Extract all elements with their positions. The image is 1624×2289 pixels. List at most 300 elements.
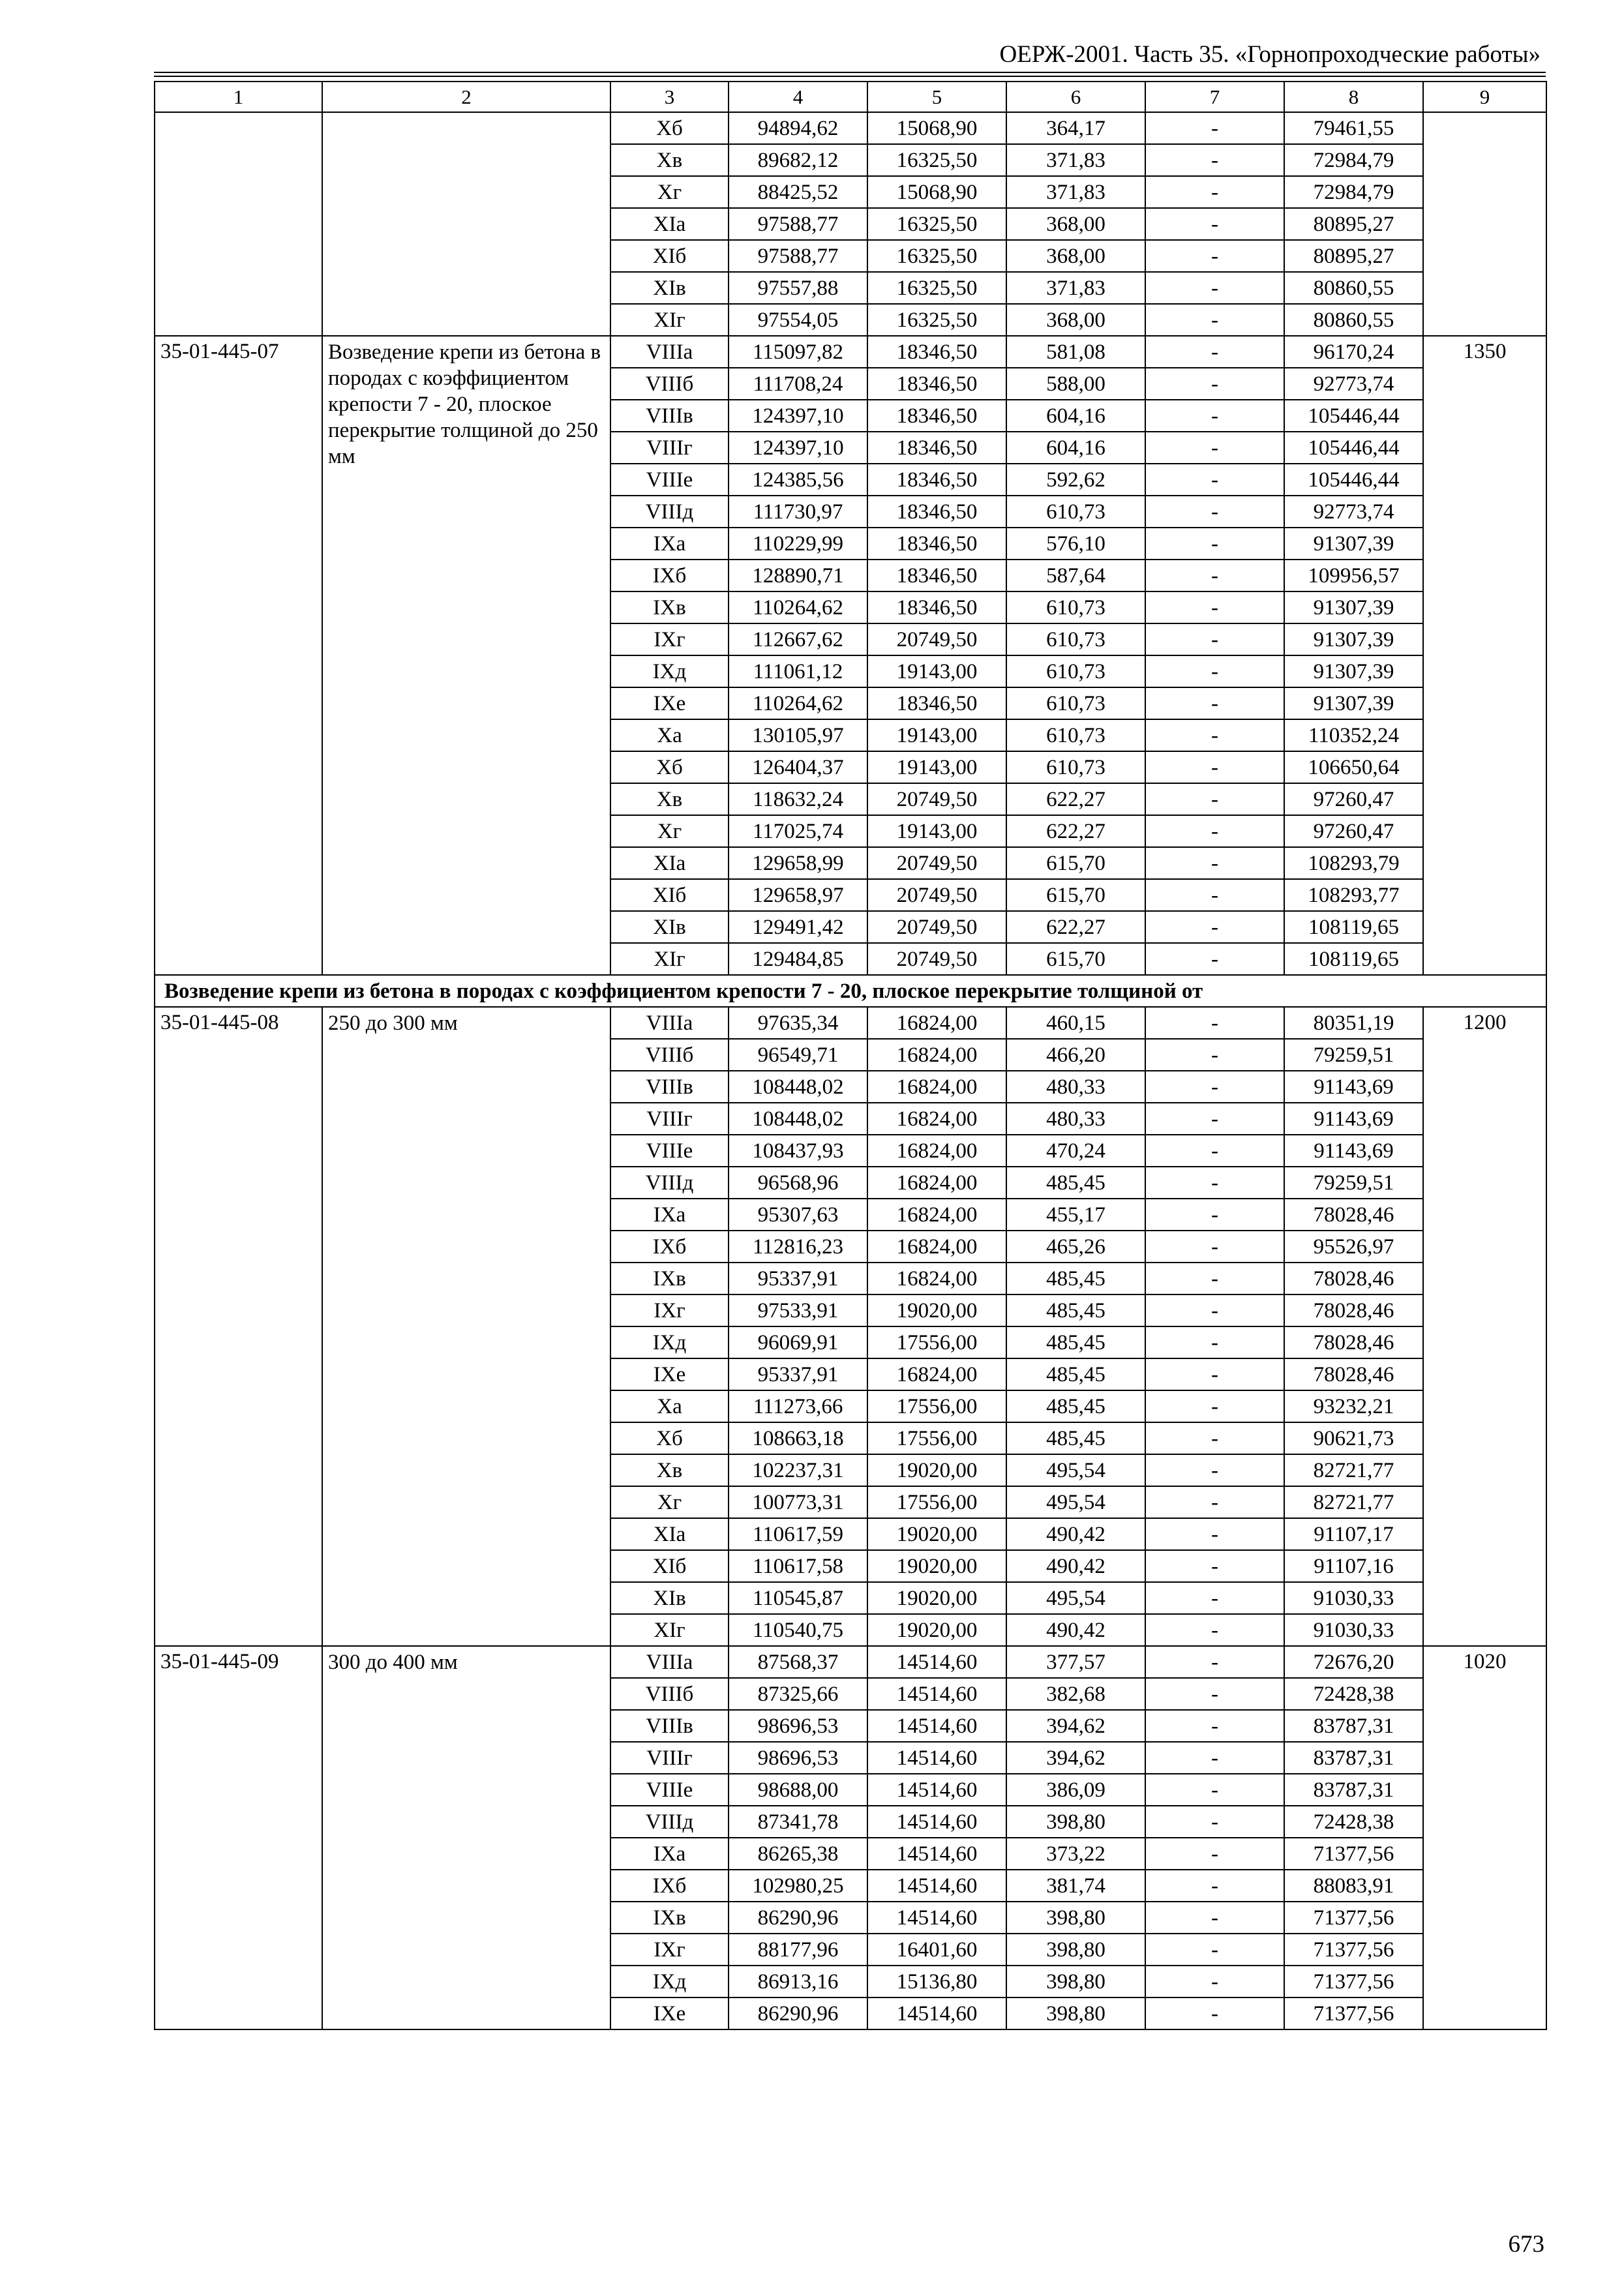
- value-cell: 460,15: [1006, 1007, 1145, 1039]
- value-cell: 14514,60: [867, 1678, 1006, 1710]
- value-cell: 108293,77: [1284, 879, 1423, 911]
- value-cell: 78028,46: [1284, 1358, 1423, 1390]
- value-cell: 109956,57: [1284, 560, 1423, 591]
- value-cell: 398,80: [1006, 1934, 1145, 1966]
- value-cell: 93232,21: [1284, 1390, 1423, 1422]
- value-cell: 495,54: [1006, 1454, 1145, 1486]
- value-cell: 18346,50: [867, 400, 1006, 432]
- value-cell: 96170,24: [1284, 336, 1423, 368]
- dash-cell: -: [1145, 1550, 1284, 1582]
- value-cell: 604,16: [1006, 432, 1145, 464]
- value-cell: 102237,31: [729, 1454, 867, 1486]
- dash-cell: -: [1145, 1710, 1284, 1742]
- category-cell: IXв: [610, 1902, 729, 1934]
- dash-cell: -: [1145, 464, 1284, 496]
- value-cell: 381,74: [1006, 1870, 1145, 1902]
- description-cell: 250 до 300 мм: [322, 1007, 610, 1646]
- value-cell: 129658,97: [729, 879, 867, 911]
- value-cell: 14514,60: [867, 1870, 1006, 1902]
- dash-cell: -: [1145, 528, 1284, 560]
- value-cell: 71377,56: [1284, 1902, 1423, 1934]
- value-cell: 485,45: [1006, 1390, 1145, 1422]
- value-cell: 19020,00: [867, 1294, 1006, 1326]
- category-cell: VIIIе: [610, 1135, 729, 1167]
- value-cell: 78028,46: [1284, 1199, 1423, 1231]
- dash-cell: -: [1145, 1294, 1284, 1326]
- category-cell: VIIIа: [610, 1007, 729, 1039]
- dash-cell: -: [1145, 751, 1284, 783]
- value-cell: 604,16: [1006, 400, 1145, 432]
- value-cell: 466,20: [1006, 1039, 1145, 1071]
- dash-cell: -: [1145, 783, 1284, 815]
- value-cell: 97554,05: [729, 304, 867, 336]
- value-cell: 16824,00: [867, 1007, 1006, 1039]
- column-number-cell: 1: [155, 82, 322, 112]
- value-cell: 80860,55: [1284, 272, 1423, 304]
- value-cell: 14514,60: [867, 1997, 1006, 2029]
- value-cell: 91030,33: [1284, 1582, 1423, 1614]
- value-cell: 97588,77: [729, 240, 867, 272]
- value-cell: 87325,66: [729, 1678, 867, 1710]
- section-title: Возведение крепи из бетона в породах с коэффициентом крепости 7 - 20, плоское перекрытие толщиной от: [155, 975, 1546, 1007]
- category-cell: XIг: [610, 943, 729, 975]
- value-cell: 108119,65: [1284, 943, 1423, 975]
- value-cell: 18346,50: [867, 464, 1006, 496]
- value-cell: 581,08: [1006, 336, 1145, 368]
- dash-cell: -: [1145, 176, 1284, 208]
- code-cell: [155, 112, 322, 336]
- value-cell: 16824,00: [867, 1071, 1006, 1103]
- value-cell: 19020,00: [867, 1454, 1006, 1486]
- dash-cell: -: [1145, 1071, 1284, 1103]
- value-cell: 91107,17: [1284, 1518, 1423, 1550]
- page-header: [154, 35, 1546, 78]
- value-cell: 368,00: [1006, 240, 1145, 272]
- value-cell: 615,70: [1006, 879, 1145, 911]
- dash-cell: -: [1145, 272, 1284, 304]
- value-cell: 19020,00: [867, 1614, 1006, 1646]
- value-cell: 111730,97: [729, 496, 867, 528]
- value-cell: 14514,60: [867, 1774, 1006, 1806]
- value-cell: 111708,24: [729, 368, 867, 400]
- category-cell: IXд: [610, 1326, 729, 1358]
- value-cell: 622,27: [1006, 911, 1145, 943]
- dash-cell: -: [1145, 1103, 1284, 1135]
- dash-cell: -: [1145, 336, 1284, 368]
- value-cell: 576,10: [1006, 528, 1145, 560]
- category-cell: XIб: [610, 240, 729, 272]
- value-cell: 91307,39: [1284, 591, 1423, 623]
- value-cell: 14514,60: [867, 1710, 1006, 1742]
- value-cell: 97635,34: [729, 1007, 867, 1039]
- value-cell: 110264,62: [729, 591, 867, 623]
- category-cell: Xа: [610, 719, 729, 751]
- category-cell: VIIIб: [610, 1039, 729, 1071]
- dash-cell: -: [1145, 1902, 1284, 1934]
- category-cell: XIв: [610, 911, 729, 943]
- value-cell: 128890,71: [729, 560, 867, 591]
- category-cell: IXе: [610, 1997, 729, 2029]
- value-cell: 371,83: [1006, 144, 1145, 176]
- value-cell: 80860,55: [1284, 304, 1423, 336]
- document-title: ОЕРЖ-2001. Часть 35. «Горнопроходческие работы»: [999, 41, 1541, 68]
- description-cell: Возведение крепи из бетона в породах с коэффициентом крепости 7 - 20, плоское перекрытие толщиной до 250 мм: [322, 336, 610, 975]
- norm-cell: [1423, 112, 1546, 336]
- value-cell: 95337,91: [729, 1263, 867, 1294]
- value-cell: 80351,19: [1284, 1007, 1423, 1039]
- dash-cell: -: [1145, 623, 1284, 655]
- category-cell: Xа: [610, 1390, 729, 1422]
- dash-cell: -: [1145, 1614, 1284, 1646]
- value-cell: 615,70: [1006, 943, 1145, 975]
- category-cell: IXб: [610, 1870, 729, 1902]
- value-cell: 19020,00: [867, 1518, 1006, 1550]
- value-cell: 490,42: [1006, 1550, 1145, 1582]
- dash-cell: -: [1145, 1870, 1284, 1902]
- value-cell: 124397,10: [729, 400, 867, 432]
- table-row: [155, 1007, 1546, 1039]
- header-rule: [154, 72, 1546, 73]
- category-cell: IXа: [610, 528, 729, 560]
- value-cell: 86290,96: [729, 1997, 867, 2029]
- category-cell: IXг: [610, 623, 729, 655]
- value-cell: 129484,85: [729, 943, 867, 975]
- value-cell: 108119,65: [1284, 911, 1423, 943]
- value-cell: 71377,56: [1284, 1838, 1423, 1870]
- table-row: [155, 1646, 1546, 1678]
- value-cell: 96069,91: [729, 1326, 867, 1358]
- value-cell: 485,45: [1006, 1294, 1145, 1326]
- category-cell: IXе: [610, 687, 729, 719]
- value-cell: 108663,18: [729, 1422, 867, 1454]
- value-cell: 118632,24: [729, 783, 867, 815]
- dash-cell: -: [1145, 304, 1284, 336]
- value-cell: 71377,56: [1284, 1934, 1423, 1966]
- value-cell: 16401,60: [867, 1934, 1006, 1966]
- value-cell: 19143,00: [867, 751, 1006, 783]
- value-cell: 110229,99: [729, 528, 867, 560]
- value-cell: 490,42: [1006, 1614, 1145, 1646]
- value-cell: 495,54: [1006, 1486, 1145, 1518]
- value-cell: 72676,20: [1284, 1646, 1423, 1678]
- value-cell: 72984,79: [1284, 176, 1423, 208]
- value-cell: 115097,82: [729, 336, 867, 368]
- category-cell: IXб: [610, 560, 729, 591]
- value-cell: 97588,77: [729, 208, 867, 240]
- value-cell: 14514,60: [867, 1742, 1006, 1774]
- code-cell: 35-01-445-07: [155, 336, 322, 975]
- dash-cell: -: [1145, 1966, 1284, 1997]
- dash-cell: -: [1145, 496, 1284, 528]
- dash-cell: -: [1145, 208, 1284, 240]
- value-cell: 455,17: [1006, 1199, 1145, 1231]
- value-cell: 95337,91: [729, 1358, 867, 1390]
- dash-cell: -: [1145, 879, 1284, 911]
- value-cell: 373,22: [1006, 1838, 1145, 1870]
- value-cell: 610,73: [1006, 496, 1145, 528]
- value-cell: 20749,50: [867, 847, 1006, 879]
- dash-cell: -: [1145, 400, 1284, 432]
- value-cell: 130105,97: [729, 719, 867, 751]
- dash-cell: -: [1145, 1678, 1284, 1710]
- column-number-cell: 8: [1284, 82, 1423, 112]
- value-cell: 124385,56: [729, 464, 867, 496]
- category-cell: IXе: [610, 1358, 729, 1390]
- value-cell: 110264,62: [729, 687, 867, 719]
- value-cell: 110617,59: [729, 1518, 867, 1550]
- category-cell: VIIIе: [610, 1774, 729, 1806]
- value-cell: 18346,50: [867, 368, 1006, 400]
- value-cell: 592,62: [1006, 464, 1145, 496]
- dash-cell: -: [1145, 144, 1284, 176]
- value-cell: 126404,37: [729, 751, 867, 783]
- value-cell: 20749,50: [867, 943, 1006, 975]
- category-cell: VIIIв: [610, 1710, 729, 1742]
- code-cell: 35-01-445-09: [155, 1646, 322, 2029]
- dash-cell: -: [1145, 1358, 1284, 1390]
- value-cell: 610,73: [1006, 623, 1145, 655]
- category-cell: Xб: [610, 751, 729, 783]
- category-cell: IXв: [610, 1263, 729, 1294]
- dash-cell: -: [1145, 1390, 1284, 1422]
- value-cell: 79259,51: [1284, 1039, 1423, 1071]
- value-cell: 94894,62: [729, 112, 867, 144]
- value-cell: 587,64: [1006, 560, 1145, 591]
- dash-cell: -: [1145, 1422, 1284, 1454]
- value-cell: 78028,46: [1284, 1263, 1423, 1294]
- column-number-cell: 5: [867, 82, 1006, 112]
- value-cell: 622,27: [1006, 783, 1145, 815]
- category-cell: XIв: [610, 272, 729, 304]
- value-cell: 88177,96: [729, 1934, 867, 1966]
- value-cell: 15136,80: [867, 1966, 1006, 1997]
- value-cell: 80895,27: [1284, 240, 1423, 272]
- category-cell: Xг: [610, 1486, 729, 1518]
- value-cell: 16824,00: [867, 1103, 1006, 1135]
- value-cell: 18346,50: [867, 432, 1006, 464]
- category-cell: IXа: [610, 1838, 729, 1870]
- value-cell: 485,45: [1006, 1358, 1145, 1390]
- dash-cell: -: [1145, 1263, 1284, 1294]
- dash-cell: -: [1145, 1518, 1284, 1550]
- value-cell: 79259,51: [1284, 1167, 1423, 1199]
- value-cell: 398,80: [1006, 1997, 1145, 2029]
- value-cell: 102980,25: [729, 1870, 867, 1902]
- value-cell: 97260,47: [1284, 815, 1423, 847]
- value-cell: 588,00: [1006, 368, 1145, 400]
- value-cell: 20749,50: [867, 879, 1006, 911]
- column-number-cell: 9: [1423, 82, 1546, 112]
- value-cell: 610,73: [1006, 751, 1145, 783]
- value-cell: 91143,69: [1284, 1071, 1423, 1103]
- dash-cell: -: [1145, 719, 1284, 751]
- value-cell: 18346,50: [867, 528, 1006, 560]
- category-cell: VIIIд: [610, 1167, 729, 1199]
- dash-cell: -: [1145, 112, 1284, 144]
- column-number-cell: 3: [610, 82, 729, 112]
- value-cell: 78028,46: [1284, 1326, 1423, 1358]
- value-cell: 110540,75: [729, 1614, 867, 1646]
- dash-cell: -: [1145, 1199, 1284, 1231]
- category-cell: XIа: [610, 208, 729, 240]
- dash-cell: -: [1145, 1326, 1284, 1358]
- dash-cell: -: [1145, 560, 1284, 591]
- category-cell: XIб: [610, 1550, 729, 1582]
- value-cell: 20749,50: [867, 911, 1006, 943]
- value-cell: 18346,50: [867, 336, 1006, 368]
- code-cell: 35-01-445-08: [155, 1007, 322, 1646]
- value-cell: 14514,60: [867, 1806, 1006, 1838]
- value-cell: 72984,79: [1284, 144, 1423, 176]
- value-cell: 610,73: [1006, 655, 1145, 687]
- value-cell: 19020,00: [867, 1582, 1006, 1614]
- category-cell: XIв: [610, 1582, 729, 1614]
- value-cell: 91030,33: [1284, 1614, 1423, 1646]
- value-cell: 394,62: [1006, 1742, 1145, 1774]
- category-cell: Xв: [610, 783, 729, 815]
- value-cell: 16824,00: [867, 1358, 1006, 1390]
- value-cell: 19143,00: [867, 719, 1006, 751]
- category-cell: VIIIб: [610, 368, 729, 400]
- value-cell: 105446,44: [1284, 400, 1423, 432]
- value-cell: 78028,46: [1284, 1294, 1423, 1326]
- category-cell: XIг: [610, 304, 729, 336]
- dash-cell: -: [1145, 1646, 1284, 1678]
- value-cell: 91107,16: [1284, 1550, 1423, 1582]
- dash-cell: -: [1145, 1486, 1284, 1518]
- category-cell: XIа: [610, 847, 729, 879]
- value-cell: 105446,44: [1284, 432, 1423, 464]
- value-cell: 398,80: [1006, 1806, 1145, 1838]
- value-cell: 368,00: [1006, 208, 1145, 240]
- section-title-row: [155, 975, 1546, 1007]
- value-cell: 86913,16: [729, 1966, 867, 1997]
- value-cell: 17556,00: [867, 1326, 1006, 1358]
- category-cell: Xв: [610, 144, 729, 176]
- value-cell: 17556,00: [867, 1486, 1006, 1518]
- table-row: [155, 336, 1546, 368]
- value-cell: 364,17: [1006, 112, 1145, 144]
- value-cell: 108293,79: [1284, 847, 1423, 879]
- value-cell: 97557,88: [729, 272, 867, 304]
- value-cell: 15068,90: [867, 176, 1006, 208]
- category-cell: Xв: [610, 1454, 729, 1486]
- value-cell: 377,57: [1006, 1646, 1145, 1678]
- value-cell: 20749,50: [867, 623, 1006, 655]
- category-cell: IXб: [610, 1231, 729, 1263]
- value-cell: 96568,96: [729, 1167, 867, 1199]
- dash-cell: -: [1145, 1838, 1284, 1870]
- category-cell: VIIIа: [610, 336, 729, 368]
- value-cell: 111061,12: [729, 655, 867, 687]
- value-cell: 19143,00: [867, 655, 1006, 687]
- value-cell: 110545,87: [729, 1582, 867, 1614]
- value-cell: 112816,23: [729, 1231, 867, 1263]
- description-cell: 300 до 400 мм: [322, 1646, 610, 2029]
- value-cell: 610,73: [1006, 591, 1145, 623]
- value-cell: 14514,60: [867, 1902, 1006, 1934]
- value-cell: 79461,55: [1284, 112, 1423, 144]
- value-cell: 91307,39: [1284, 687, 1423, 719]
- value-cell: 480,33: [1006, 1071, 1145, 1103]
- category-cell: XIб: [610, 879, 729, 911]
- value-cell: 83787,31: [1284, 1742, 1423, 1774]
- value-cell: 110352,24: [1284, 719, 1423, 751]
- value-cell: 112667,62: [729, 623, 867, 655]
- value-cell: 394,62: [1006, 1710, 1145, 1742]
- value-cell: 398,80: [1006, 1966, 1145, 1997]
- column-number-cell: 2: [322, 82, 610, 112]
- dash-cell: -: [1145, 911, 1284, 943]
- dash-cell: -: [1145, 655, 1284, 687]
- value-cell: 495,54: [1006, 1582, 1145, 1614]
- value-cell: 92773,74: [1284, 496, 1423, 528]
- dash-cell: -: [1145, 815, 1284, 847]
- value-cell: 89682,12: [729, 144, 867, 176]
- value-cell: 485,45: [1006, 1167, 1145, 1199]
- category-cell: Xб: [610, 1422, 729, 1454]
- value-cell: 20749,50: [867, 783, 1006, 815]
- value-cell: 16824,00: [867, 1199, 1006, 1231]
- value-cell: 72428,38: [1284, 1678, 1423, 1710]
- value-cell: 82721,77: [1284, 1454, 1423, 1486]
- value-cell: 129658,99: [729, 847, 867, 879]
- dash-cell: -: [1145, 1742, 1284, 1774]
- value-cell: 16325,50: [867, 304, 1006, 336]
- category-cell: Xг: [610, 815, 729, 847]
- category-cell: VIIIб: [610, 1678, 729, 1710]
- category-cell: Xг: [610, 176, 729, 208]
- category-cell: VIIIг: [610, 1103, 729, 1135]
- value-cell: 14514,60: [867, 1646, 1006, 1678]
- dash-cell: -: [1145, 1997, 1284, 2029]
- category-cell: VIIIа: [610, 1646, 729, 1678]
- value-cell: 16325,50: [867, 272, 1006, 304]
- value-cell: 485,45: [1006, 1422, 1145, 1454]
- value-cell: 71377,56: [1284, 1966, 1423, 1997]
- value-cell: 83787,31: [1284, 1710, 1423, 1742]
- price-table: [154, 81, 1547, 2030]
- value-cell: 17556,00: [867, 1422, 1006, 1454]
- value-cell: 88425,52: [729, 176, 867, 208]
- category-cell: IXг: [610, 1934, 729, 1966]
- column-number-cell: 4: [729, 82, 867, 112]
- dash-cell: -: [1145, 1135, 1284, 1167]
- value-cell: 16824,00: [867, 1135, 1006, 1167]
- value-cell: 108448,02: [729, 1103, 867, 1135]
- dash-cell: -: [1145, 368, 1284, 400]
- value-cell: 16824,00: [867, 1263, 1006, 1294]
- table-row: [155, 112, 1546, 144]
- value-cell: 110617,58: [729, 1550, 867, 1582]
- value-cell: 368,00: [1006, 304, 1145, 336]
- category-cell: IXв: [610, 591, 729, 623]
- value-cell: 129491,42: [729, 911, 867, 943]
- dash-cell: -: [1145, 240, 1284, 272]
- category-cell: Xб: [610, 112, 729, 144]
- category-cell: IXд: [610, 655, 729, 687]
- value-cell: 90621,73: [1284, 1422, 1423, 1454]
- value-cell: 18346,50: [867, 496, 1006, 528]
- value-cell: 17556,00: [867, 1390, 1006, 1422]
- dash-cell: -: [1145, 1454, 1284, 1486]
- value-cell: 19143,00: [867, 815, 1006, 847]
- norm-cell: 1350: [1423, 336, 1546, 975]
- column-number-row: [155, 82, 1546, 112]
- value-cell: 16824,00: [867, 1167, 1006, 1199]
- value-cell: 80895,27: [1284, 208, 1423, 240]
- category-cell: IXг: [610, 1294, 729, 1326]
